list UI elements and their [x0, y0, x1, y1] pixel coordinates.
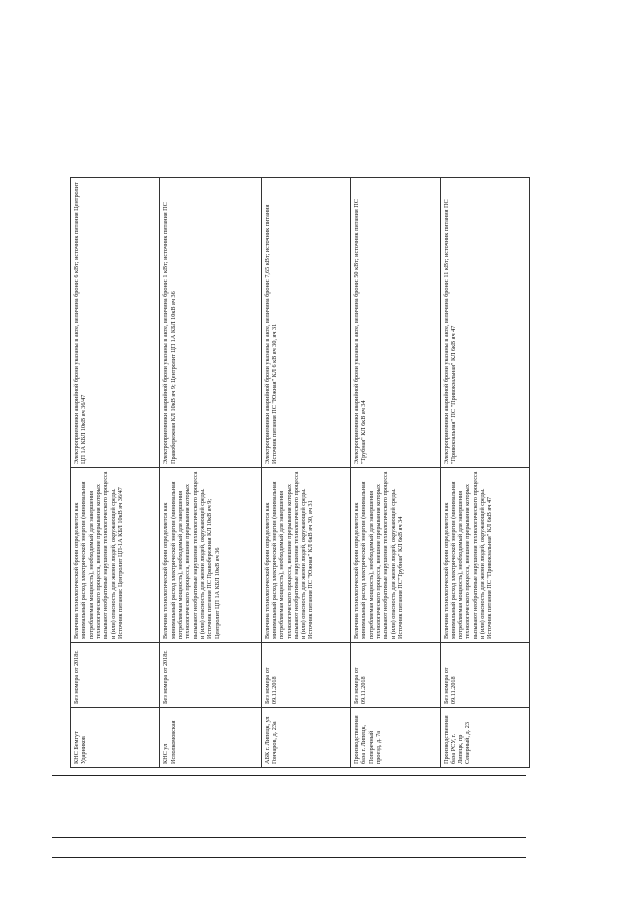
cell-note: Электроприемники аварийной брони указаны в акте, величина брони: 6 кВт; источник питания Центролит ЦП 1А КБЛ 10кВ яч 36/47 [71, 178, 160, 468]
separator-line [52, 775, 526, 776]
cell-object: АБК г. Липецк, ул Гончаров, д. 23а [261, 708, 350, 768]
cell-object: Производственная база г. Липецк, Поперечный проезд, д. 7а [351, 708, 440, 768]
table-row [440, 178, 529, 768]
table-row [71, 178, 160, 768]
cell-description: Величина технологической брони определяется как минимальный расход электрической энергии (минимальная потребляемая мощность), необходимый для завершения технологического процесса, внешние прерывания которых вызывают необратимые нарушения технологического процесса и (или) опасность для жизни людей, окружающей среды. Источник питания ПС "Привокзальная" КЛ 6кВ яч 47 [440, 468, 529, 643]
separator-line [52, 837, 526, 838]
cell-number: Без номера от 09.11.2018 [440, 643, 529, 708]
cell-number: Без номера от 2018г. [160, 643, 261, 708]
cell-number: Без номера от 09.11.2018 [351, 643, 440, 708]
table-row [351, 178, 440, 768]
cell-object: КНС ул Исполкомовская [160, 708, 261, 768]
rotated-table-frame [70, 178, 530, 768]
cell-note: Электроприемники аварийной брони указаны в акте, величина брони: 1 кВт; источник питания ПС Правобережная КЛ 10кВ яч 9; Центролит ЦП 1А КБЛ 10кВ яч 36 [160, 178, 261, 468]
cell-number: Без номера от 2018г. [71, 643, 160, 708]
cell-description: Величина технологической брони определяется как минимальный расход электрической энергии (минимальная потребляемая мощность), необходимый для завершения технологического процесса, внешние прерывания которых вызывают необратимые нарушения технологического процесса и (или) опасность для жизни людей, окружающей среды. Источник питания ПС Правобережная КЛ 10кВ яч 9; Центролит ЦП 1А КБЛ 10кВ яч 36 [160, 468, 261, 643]
cell-description: Величина технологической брони определяется как минимальный расход электрической энергии (минимальная потребляемая мощность), необходимый для завершения технологического процесса, внешние прерывания которых вызывают необратимые нарушения технологического процесса и (или) опасность для жизни людей, окружающей среды. Источник питания ПС "Южная" КЛ 6кВ яч 30, яч 31 [261, 468, 350, 643]
table-row [160, 178, 261, 768]
cell-note: Электроприемники аварийной брони указаны в акте, величина брони: 11 кВт; источник питания ПС "Привокзальная" ПС "Привокзальная" КЛ 6кВ яч 47 [440, 178, 529, 468]
table-row [261, 178, 350, 768]
cell-number: Без номера от 09.11.2018 [261, 643, 350, 708]
cell-description: Величина технологической брони определяется как минимальный расход электрической энергии (минимальная потребляемая мощность), необходимый для завершения технологического процесса, внешние прерывания которых вызывают необратимые нарушения технологического процесса и (или) опасность для жизни людей, окружающей среды. Источник питания: Центролит ЦП-1А КБЛ 10кВ яч 36/47 [71, 468, 160, 643]
emergency-reserve-table [70, 177, 530, 768]
cell-note: Электроприемники аварийной брони указаны в акте, величина брони: 50 кВт; источник питания ПС "Трубная" КЛ 6кВ яч 34 [351, 178, 440, 468]
rotated-table-container [70, 178, 530, 768]
cell-description: Величина технологической брони определяется как минимальный расход электрической энергии (минимальная потребляемая мощность), необходимый для завершения технологического процесса, внешние прерывания которых вызывают необратимые нарушения технологического процесса и (или) опасность для жизни людей, окружающей среды. Источник питания ПС"Трубная" КЛ 6кВ яч 34 [351, 468, 440, 643]
separator-line [52, 857, 526, 858]
cell-object: Производственная база РСУ, г. Липецк, пр Северный, д. 23 [440, 708, 529, 768]
cell-note: Электроприемники аварийной брони указаны в акте, величина брони: 7,65 кВт; источник питания Источник питания ПС "Южная" КЛ 6 кВ яч 30, яч 31 [261, 178, 350, 468]
cell-object: КНС Бемгут Ударников [71, 708, 160, 768]
